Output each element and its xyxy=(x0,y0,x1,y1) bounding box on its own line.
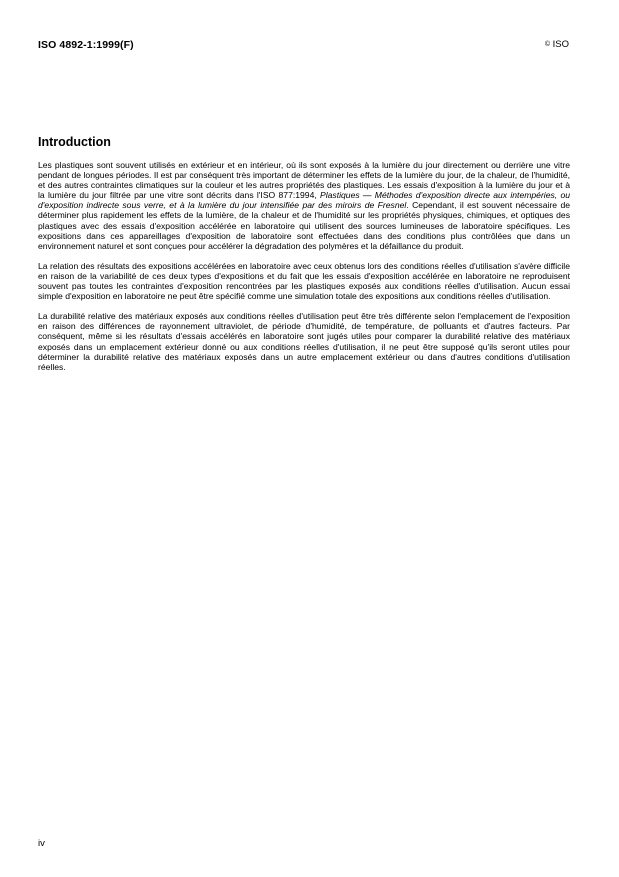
body-text xyxy=(38,160,570,382)
copyright-owner: ISO xyxy=(552,39,569,50)
paragraph-1 xyxy=(38,160,570,251)
page-number: iv xyxy=(38,838,45,849)
paragraph-2: La relation des résultats des expositions accélérées en laboratoire avec ceux obtenus lors des conditions réelles d'utilisation s'avère difficile en raison de la variabilité de ces deux types d'expositions et du fait que les essais d'exposition accélérée en laboratoire ne reproduisent souvent pas toutes les contraintes d'exposition rencontrées par les plastiques exposés aux conditions réelles d'utilisation. Aucun essai simple d'exposition en laboratoire ne peut être spécifié comme une simulation totale des expositions aux conditions réelles d'utilisation. xyxy=(38,260,570,302)
copyright-notice xyxy=(545,39,569,50)
paragraph-1-text-a: Les plastiques sont souvent utilisés en extérieur et en intérieur, où ils sont exposés à la lumière du jour directement ou derrière une vitre pendant de longues périodes. Il est par conséquent très important de déterminer les effets de la lumière du jour, de la chaleur, de l'humidité, et des autres contraintes climatiques sur la couleur et les autres propriétés des plastiques. Les essais d'exposition à la lumière du jour et à la lumière du jour filtrée par une vitre sont décrits dans l'ISO 877:1994, xyxy=(38,160,570,201)
paragraph-1-text-b: . Cependant, il est souvent nécessaire de déterminer plus rapidement les effets de la lumière, de la chaleur et de l'humidité sur les propriétés physiques, chimiques, et optiques des plastiques avec des essais d'exposition accélérée en laboratoire qui utilisent des sources lumineuses de laboratoire spécifiques. Les expositions dans ces appareillages d'exposition de laboratoire sont effectuées dans des conditions plus contrôlées que dans un environnement naturel et sont conçues pour accélérer la dégradation des polymères et la défaillance du produit. xyxy=(38,200,571,251)
copyright-symbol: © xyxy=(544,41,550,48)
document-id: ISO 4892-1:1999(F) xyxy=(38,39,134,51)
paragraph-3: La durabilité relative des matériaux exposés aux conditions réelles d'utilisation peut être très différente selon l'emplacement de l'exposition en raison des différences de rayonnement ultraviolet, de période d'humidité, de température, de polluants et d'autres facteurs. Par conséquent, même si les résultats d'essais accélérés en laboratoire sont jugés utiles pour comparer la durabilité relative des matériaux exposés dans un emplacement extérieur donné ou aux conditions réelles d'utilisation, il ne peut être supposé qu'ils seront utiles pour déterminer la durabilité relative des matériaux exposés dans un autre emplacement extérieur ou dans d'autres conditions d'utilisation réelles. xyxy=(38,311,570,372)
standard-title-reference: Plastiques — Méthodes d'exposition directe aux intempéries, ou d'exposition indirecte sous verre, et à la lumière du jour intensifiée par des miroirs de Fresnel xyxy=(38,190,570,211)
section-title: Introduction xyxy=(38,135,111,149)
